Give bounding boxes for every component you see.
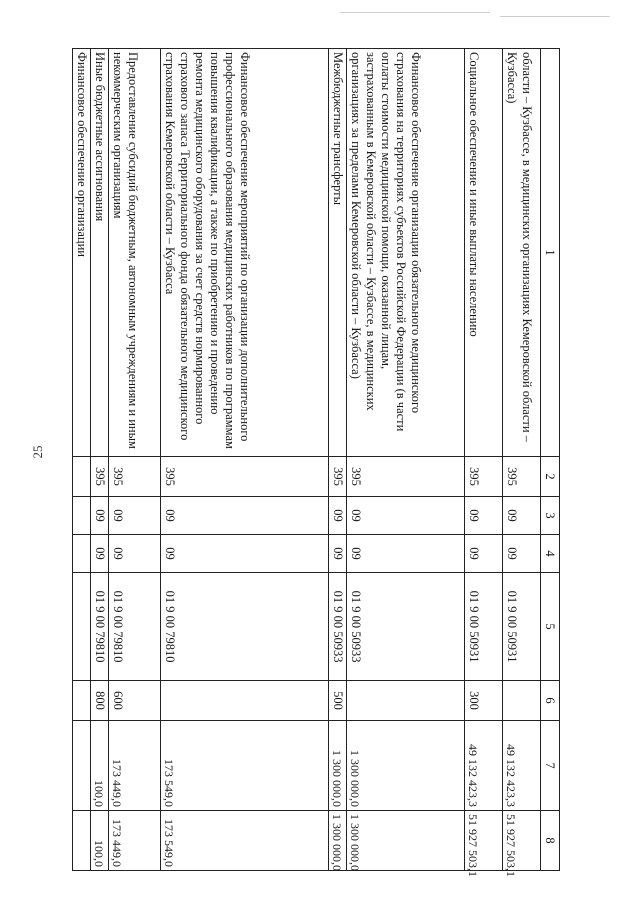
row-code-subsection: 09 bbox=[347, 535, 465, 573]
budget-table bbox=[72, 48, 560, 877]
row-amount-col7: 173 549,0 bbox=[161, 721, 329, 811]
row-name: Межбюджетные трансферты bbox=[329, 49, 347, 457]
row-amount-col7: 100,0 bbox=[91, 721, 109, 811]
row-code-expense-type: 500 bbox=[329, 681, 347, 721]
row-code-subsection: 09 bbox=[329, 535, 347, 573]
row-name: Финансовое обеспечение организации обязательного медицинского страхования на территориях субъектов Российской Федерации (в части оплаты стоимости медицинской помощи, оказанной лицам, застрахованным в Кемеровской области – Кузбассе, в медицинских организациях за пределами Кемеровской области – Кузбасса) bbox=[347, 49, 465, 457]
scan-artifact-line bbox=[340, 12, 490, 13]
row-amount-col7: 173 449,0 bbox=[109, 721, 161, 811]
row-code-subsection bbox=[73, 535, 91, 573]
row-code-ministry: 395 bbox=[161, 457, 329, 497]
row-code-expense-type bbox=[73, 681, 91, 721]
row-code-expense-type: 600 bbox=[109, 681, 161, 721]
table-row bbox=[109, 49, 161, 871]
row-code-ministry bbox=[73, 457, 91, 497]
row-code-subsection: 09 bbox=[465, 535, 503, 573]
row-name: Иные бюджетные ассигнования bbox=[91, 49, 109, 457]
row-amount-col8: 51 927 503,1 bbox=[465, 811, 503, 871]
row-amount-col8: 173 449,0 bbox=[109, 811, 161, 871]
row-code-subsection: 09 bbox=[109, 535, 161, 573]
row-amount-col7: 1 300 000,0 bbox=[329, 721, 347, 811]
row-code-ministry: 395 bbox=[329, 457, 347, 497]
header-cell: 7 bbox=[541, 721, 560, 811]
header-cell: 4 bbox=[541, 535, 560, 573]
row-code-section: 09 bbox=[503, 497, 541, 535]
row-code-section: 09 bbox=[161, 497, 329, 535]
row-name: Предоставление субсидий бюджетным, автономным учреждениям и иным некоммерческим организациям bbox=[109, 49, 161, 457]
row-name: Финансовое обеспечение организации bbox=[73, 49, 91, 457]
table-row bbox=[503, 49, 541, 871]
header-cell: 3 bbox=[541, 497, 560, 535]
row-code-expense-type: 300 bbox=[465, 681, 503, 721]
row-amount-col8: 51 927 503,1 bbox=[503, 811, 541, 871]
row-code-section: 09 bbox=[329, 497, 347, 535]
row-code-section: 09 bbox=[109, 497, 161, 535]
table-row bbox=[347, 49, 465, 871]
row-code-ministry: 395 bbox=[465, 457, 503, 497]
table-row bbox=[329, 49, 347, 871]
table-row bbox=[465, 49, 503, 871]
row-name: Социальное обеспечение и иные выплаты населению bbox=[465, 49, 503, 457]
header-cell: 8 bbox=[541, 811, 560, 871]
row-amount-col7 bbox=[73, 721, 91, 811]
row-code-target bbox=[73, 573, 91, 681]
row-code-section: 09 bbox=[91, 497, 109, 535]
row-name: Финансовое обеспечение мероприятий по организации дополнительного профессионального образования медицинских работников по программам повышения квалификации, а также по приобретению и проведению ремонта медицинского оборудования за счет средств нормированного страхового запаса Территориального фонда обязательного медицинского страхования Кемеровской области – Кузбасса bbox=[161, 49, 329, 457]
budget-table-rotated bbox=[75, 48, 560, 877]
row-code-target: 01 9 00 50933 bbox=[329, 573, 347, 681]
page-number: 25 bbox=[30, 445, 45, 459]
row-amount-col8: 1 300 000,0 bbox=[329, 811, 347, 871]
row-amount-col7: 1 300 000,0 bbox=[347, 721, 465, 811]
row-name: области – Кузбассе, в медицинских организациях Кемеровской области – Кузбасса) bbox=[503, 49, 541, 457]
row-code-target: 01 9 00 50933 bbox=[347, 573, 465, 681]
row-code-section bbox=[73, 497, 91, 535]
header-cell: 2 bbox=[541, 457, 560, 497]
row-amount-col8: 100,0 bbox=[91, 811, 109, 871]
header-cell: 1 bbox=[541, 49, 560, 457]
row-amount-col8: 173 549,0 bbox=[161, 811, 329, 871]
header-cell: 6 bbox=[541, 681, 560, 721]
row-code-target: 01 9 00 50931 bbox=[465, 573, 503, 681]
row-code-subsection: 09 bbox=[503, 535, 541, 573]
row-code-ministry: 395 bbox=[347, 457, 465, 497]
row-code-section: 09 bbox=[465, 497, 503, 535]
row-code-target: 01 9 00 50931 bbox=[503, 573, 541, 681]
table-header-row bbox=[541, 49, 560, 871]
row-code-target: 01 9 00 79810 bbox=[161, 573, 329, 681]
row-amount-col8: 1 300 000,0 bbox=[347, 811, 465, 871]
row-code-ministry: 395 bbox=[91, 457, 109, 497]
row-code-section: 09 bbox=[347, 497, 465, 535]
row-code-subsection: 09 bbox=[161, 535, 329, 573]
header-cell: 5 bbox=[541, 573, 560, 681]
row-code-expense-type bbox=[347, 681, 465, 721]
row-code-expense-type bbox=[503, 681, 541, 721]
row-code-target: 01 9 00 79810 bbox=[91, 573, 109, 681]
row-amount-col8 bbox=[73, 811, 91, 871]
row-code-ministry: 395 bbox=[109, 457, 161, 497]
table-row bbox=[73, 49, 91, 871]
row-code-expense-type bbox=[161, 681, 329, 721]
row-code-target: 01 9 00 79810 bbox=[109, 573, 161, 681]
row-code-ministry: 395 bbox=[503, 457, 541, 497]
row-code-subsection: 09 bbox=[91, 535, 109, 573]
table-row bbox=[161, 49, 329, 871]
row-amount-col7: 49 132 423,3 bbox=[465, 721, 503, 811]
row-code-expense-type: 800 bbox=[91, 681, 109, 721]
table-row bbox=[91, 49, 109, 871]
row-amount-col7: 49 132 423,3 bbox=[503, 721, 541, 811]
scan-artifact-line bbox=[500, 16, 610, 17]
